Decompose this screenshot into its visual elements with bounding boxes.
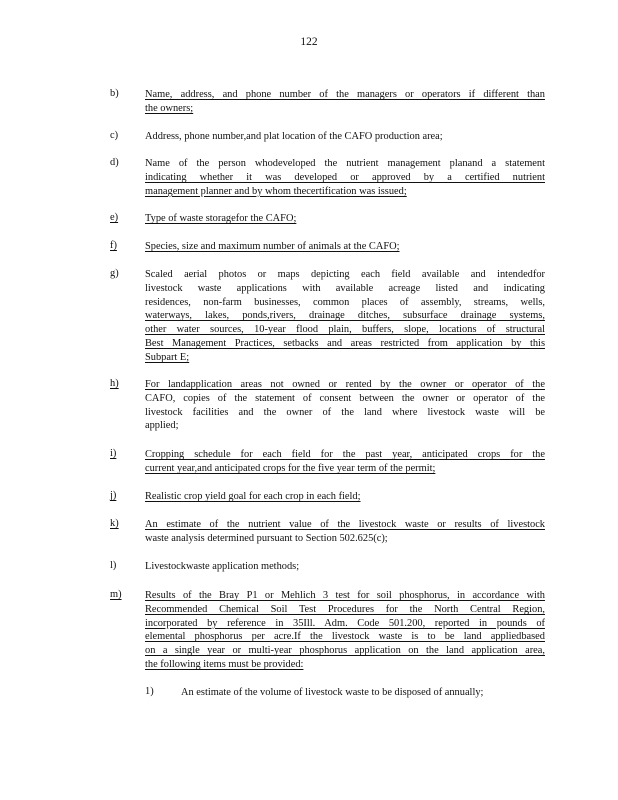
text-line: [145, 603, 545, 617]
list-item-label: m): [110, 589, 122, 600]
text-line-content: livestock waste applications with available acreage listed and indicating: [145, 282, 545, 294]
text-line-content: Best Management Practices, setbacks and areas restricted from application by this: [145, 337, 545, 349]
text-line: [145, 630, 545, 644]
text-line-content: CAFO, copies of the statement of consent between the owner or operator of the: [145, 392, 545, 404]
text-line-content: Cropping schedule for each field for the past year, anticipated crops for the: [145, 449, 545, 460]
list-item-text: [145, 130, 545, 144]
text-line: [145, 406, 545, 420]
text-line-content: Realistic crop yield goal for each crop in each field;: [145, 491, 361, 502]
list-item-text: [145, 88, 545, 116]
text-line: [145, 157, 545, 171]
list-item-label: g): [110, 268, 119, 279]
text-line-content: For landapplication areas not owned or rented by the owner or operator of the: [145, 379, 545, 390]
text-line: [145, 323, 545, 337]
text-line: [145, 378, 545, 392]
text-line: [145, 589, 545, 603]
text-line: [145, 490, 545, 504]
list-item-text: [145, 268, 545, 365]
text-line-content: Subpart E;: [145, 351, 190, 363]
text-line-content: Recommended Chemical Soil Test Procedures for the North Central Region,: [145, 603, 545, 615]
text-line: [145, 644, 545, 658]
list-item-text: [145, 378, 545, 433]
text-line: [145, 419, 545, 433]
text-line: [145, 351, 545, 365]
text-line: [145, 171, 545, 185]
text-line-content: livestock facilities and the owner of the land where livestock waste will be: [145, 406, 545, 418]
text-line: [145, 212, 545, 226]
text-line-content: applied;: [145, 420, 179, 432]
text-line: [145, 532, 545, 546]
text-line: [145, 560, 545, 574]
text-line-content: the owners;: [145, 102, 194, 114]
text-line-content: incorporated by reference in 35Ill. Adm. Code 501.200, reported in pounds of: [145, 617, 545, 629]
text-line: [145, 185, 545, 199]
text-line: [145, 518, 545, 532]
text-line-content: Type of waste storagefor the CAFO;: [145, 213, 297, 224]
text-line-content: current year,and anticipated crops for the five year term of the permit;: [145, 462, 436, 474]
text-line: [145, 268, 545, 282]
text-line-content: waste analysis determined pursuant to Section 502.625(c);: [145, 532, 388, 544]
text-line-content: indicating whether it was developed or approved by a certified nutrient: [145, 171, 545, 183]
text-line: [145, 392, 545, 406]
text-line-content: Name, address, and phone number of the managers or operators if different than: [145, 89, 545, 100]
list-item-label: c): [110, 130, 119, 141]
list-item-text: [145, 448, 545, 476]
list-item-label: b): [110, 88, 119, 99]
text-line-content: Results of the Bray P1 or Mehlich 3 test for soil phosphorus, in accordance with: [145, 590, 545, 601]
list-item-text: [145, 212, 545, 226]
list-item-text: [145, 589, 545, 672]
list-item-text: [145, 240, 545, 254]
text-line-content: elemental phosphorus per acre.If the livestock waste is to be land appliedbased: [145, 631, 545, 643]
text-line: [145, 102, 545, 116]
text-line-content: management planner and by whom thecertification was issued;: [145, 185, 407, 197]
list-item-label: j): [110, 490, 117, 501]
text-line: [145, 337, 545, 351]
text-line: [145, 462, 545, 476]
list-item-text: [145, 560, 545, 574]
text-line: [145, 309, 545, 323]
list-item-text: [145, 490, 545, 504]
text-line-content: Species, size and maximum number of animals at the CAFO;: [145, 241, 400, 252]
list-item-label: f): [110, 240, 117, 251]
text-line: [145, 658, 545, 672]
text-line-content: residences, non-farm businesses, common places of assembly, streams, wells,: [145, 296, 545, 308]
text-line-content: Name of the person whodeveloped the nutrient management planand a statement: [145, 158, 545, 169]
page-number: 122: [300, 36, 318, 48]
text-line: [145, 240, 545, 254]
text-line: [145, 617, 545, 631]
list-item-label: h): [110, 378, 119, 389]
list-item-text: [145, 157, 545, 198]
text-line-content: waterways, lakes, ponds,rivers, drainage ditches, subsurface drainage systems,: [145, 310, 545, 322]
text-line: [145, 88, 545, 102]
text-line-content: on a single year or multi-year phosphorus application on the land application area,: [145, 645, 545, 657]
text-line-content: Livestockwaste application methods;: [145, 561, 300, 572]
text-line: [145, 296, 545, 310]
list-item-label: e): [110, 212, 119, 223]
text-line: [145, 448, 545, 462]
text-line: [145, 130, 545, 144]
text-line-content: Address, phone number,and plat location of the CAFO production area;: [145, 131, 443, 142]
list-item-label: d): [110, 157, 119, 168]
text-line-content: Scaled aerial photos or maps depicting each field available and intendedfor: [145, 269, 545, 280]
sub-list-item-label: 1): [145, 686, 154, 697]
list-item-label: i): [110, 448, 117, 459]
text-line: [145, 282, 545, 296]
list-item-text: [145, 518, 545, 546]
text-line-content: the following items must be provided:: [145, 658, 304, 670]
sub-list-item-text: An estimate of the volume of livestock waste to be disposed of annually;: [181, 687, 484, 698]
text-line-content: other water sources, 10-year flood plain, buffers, slope, locations of structural: [145, 324, 545, 336]
list-item-label: k): [110, 518, 119, 529]
list-item-label: l): [110, 560, 117, 571]
text-line-content: An estimate of the nutrient value of the livestock waste or results of livestock: [145, 519, 545, 530]
